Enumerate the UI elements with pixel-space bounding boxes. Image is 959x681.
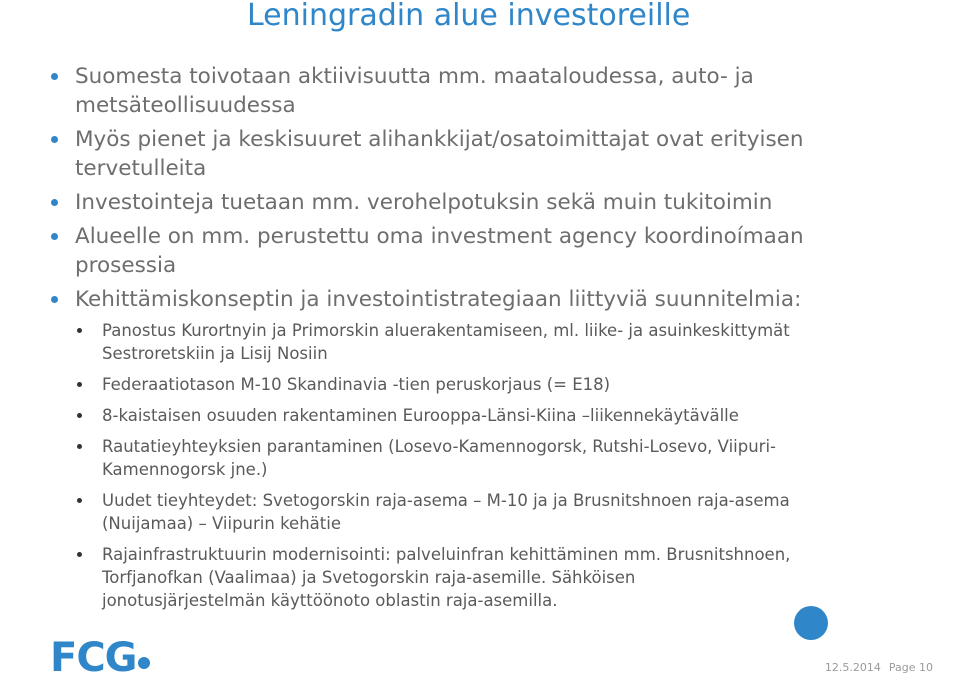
bullet-dot-icon [51, 296, 58, 303]
bullet-item [50, 285, 930, 314]
sub-bullet-text: Federaatiotason M-10 Skandinavia -tien peruskorjaus (= E18) [102, 375, 611, 394]
bullet-text: Suomesta toivotaan aktiivisuutta mm. maataloudessa, auto- ja [75, 64, 754, 89]
sub-bullet-dot-icon [77, 498, 82, 503]
sub-bullet-text: Sestroretskiin ja Lisij Nosiin [102, 344, 328, 363]
bullet-dot-icon [51, 73, 58, 80]
bullet-dot-icon [51, 199, 58, 206]
sub-bullet-text: (Nuijamaa) – Viipurin kehätie [102, 514, 341, 533]
bullet-text: Myös pienet ja keskisuuret alihankkijat/osatoimittajat ovat erityisen [75, 127, 804, 152]
fcg-logo: FCG [50, 635, 137, 681]
sub-bullet-dot-icon [77, 552, 82, 557]
footer-page-number: Page 10 [888, 661, 933, 674]
sub-bullet-text: 8-kaistaisen osuuden rakentaminen Eurooppa-Länsi-Kiina –liikennekäytävälle [102, 406, 739, 425]
bullet-text: metsäteollisuudessa [75, 93, 296, 118]
bullet-text: Alueelle on mm. perustettu oma investment agency koordinoímaan [75, 224, 804, 249]
slide-content [50, 62, 930, 620]
sub-bullet-item [76, 435, 930, 481]
bullet-text: Kehittämiskonseptin ja investointistrategiaan liittyviä suunnitelmia: [75, 287, 802, 312]
sub-bullet-text: Panostus Kurortnyin ja Primorskin aluerakentamiseen, ml. liike- ja asuinkeskittymät [102, 321, 790, 340]
sub-bullet-text: Kamennogorsk jne.) [102, 460, 268, 479]
sub-bullet-text: Rajainfrastruktuurin modernisointi: palveluinfran kehittäminen mm. Brusnitshnoen, [102, 545, 791, 564]
sub-bullet-item [76, 543, 930, 612]
slide-title: Leningradin alue investoreille [247, 0, 691, 33]
bullet-text: tervetulleita [75, 156, 207, 181]
bullet-text: Investointeja tuetaan mm. verohelpotuksin sekä muin tukitoimin [75, 190, 773, 215]
bullet-item [50, 222, 930, 280]
bullet-item [50, 62, 930, 120]
footer-date: 12.5.2014 [824, 661, 881, 674]
sub-bullet-text: Uudet tieyhteydet: Svetogorskin raja-asema – M-10 ja ja Brusnitshnoen raja-asema [102, 491, 790, 510]
slide-footer [825, 661, 933, 674]
sub-bullet-item [76, 373, 930, 396]
bullet-text: prosessia [75, 253, 177, 278]
sub-bullet-item [76, 404, 930, 427]
sub-bullet-text: jonotusjärjestelmän käyttöönoto oblastin raja-asemilla. [102, 591, 558, 610]
bullet-item [50, 125, 930, 183]
sub-bullet-item [76, 319, 930, 365]
sub-bullet-dot-icon [77, 444, 82, 449]
bullet-item [50, 188, 930, 217]
sub-bullet-text: Torfjanofkan (Vaalimaa) ja Svetogorskin raja-asemille. Sähköisen [102, 568, 636, 587]
sub-bullet-dot-icon [77, 413, 82, 418]
sub-bullet-dot-icon [77, 382, 82, 387]
logo-dot-icon [138, 657, 150, 669]
sub-bullet-item [76, 489, 930, 535]
decorative-circle-icon [794, 606, 828, 640]
bullet-dot-icon [51, 233, 58, 240]
sub-bullet-text: Rautatieyhteyksien parantaminen (Losevo-Kamennogorsk, Rutshi-Losevo, Viipuri- [102, 437, 776, 456]
sub-bullet-dot-icon [77, 328, 82, 333]
bullet-dot-icon [51, 136, 58, 143]
